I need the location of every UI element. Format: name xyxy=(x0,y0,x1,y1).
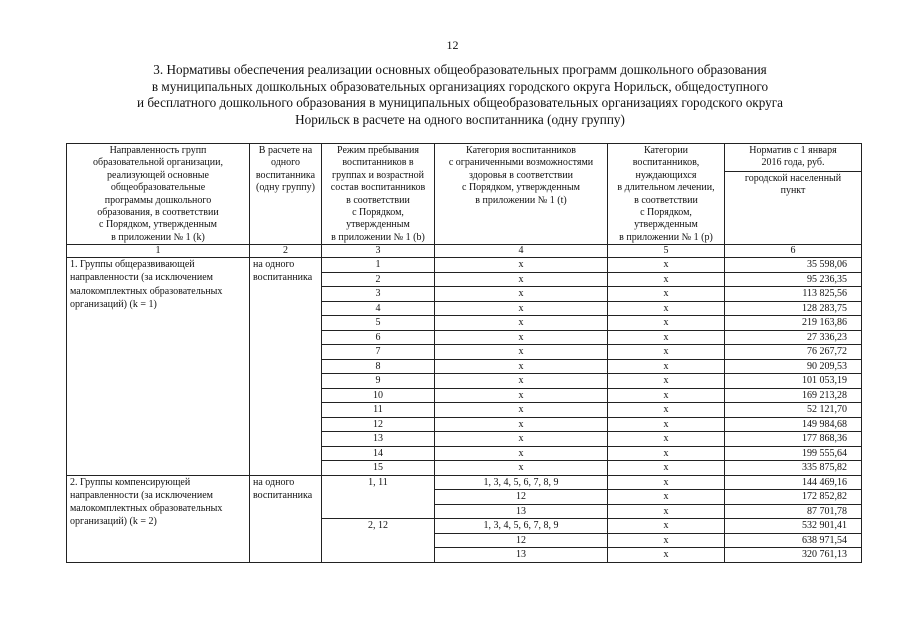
header-text-line: с Порядком, xyxy=(352,207,404,219)
treatment-category-cell: х xyxy=(608,504,725,519)
stay-mode-cell: 9 xyxy=(322,374,435,389)
stay-mode-cell: 11 xyxy=(322,403,435,418)
col-number: 6 xyxy=(725,245,862,258)
header-text-line: Направленность групп xyxy=(109,145,207,156)
health-category-cell: х xyxy=(435,316,608,331)
norm-value-cell: 638 971,54 xyxy=(725,533,862,548)
header-text-line: в соответствии xyxy=(634,194,698,206)
group-direction-line: 2. Группы компенсирующей xyxy=(70,476,191,488)
header-text-line: нуждающихся xyxy=(635,169,697,181)
treatment-category-cell: х xyxy=(608,258,725,273)
norms-table xyxy=(66,143,862,563)
header-text-line: (одну группу) xyxy=(256,182,315,194)
treatment-category-cell: х xyxy=(608,403,725,418)
norm-value-cell: 101 053,19 xyxy=(725,374,862,389)
title-line: и бесплатного дошкольного образования в муниципальных общеобразовательных организациях городского округа xyxy=(137,95,783,110)
norm-value-cell: 95 236,35 xyxy=(725,272,862,287)
health-category-cell: х xyxy=(435,403,608,418)
col-number: 3 xyxy=(322,245,435,258)
treatment-category-cell: х xyxy=(608,316,725,331)
stay-mode-cell: 10 xyxy=(322,388,435,403)
group-direction-line: организаций) (k = 1) xyxy=(70,298,157,310)
header-text-line: Режим пребывания xyxy=(337,145,419,156)
header-text-line: городской населенный xyxy=(744,172,842,184)
header-text-line: с ограниченными возможностями xyxy=(448,157,594,169)
treatment-category-cell: х xyxy=(608,388,725,403)
treatment-category-cell: х xyxy=(608,345,725,360)
norm-value-cell: 144 469,16 xyxy=(725,475,862,490)
health-category-cell: х xyxy=(435,461,608,476)
stay-mode-cell: 1 xyxy=(322,258,435,273)
group-direction-line: направленности (за исключением xyxy=(70,272,213,284)
header-text-line: общеобразовательные xyxy=(110,182,206,194)
per-pupil-line: на одного xyxy=(253,476,295,488)
norm-value-cell: 27 336,23 xyxy=(725,330,862,345)
header-text-line: в приложении № 1 (p) xyxy=(619,231,713,243)
norm-value-cell: 149 984,68 xyxy=(725,417,862,432)
title-line: Норильск в расчете на одного воспитанника (одну группу) xyxy=(295,111,625,127)
header-text-line: состав воспитанников xyxy=(330,182,426,194)
health-category-cell: х xyxy=(435,345,608,360)
stay-mode-cell: 8 xyxy=(322,359,435,374)
header-text-line: воспитанников в xyxy=(342,157,414,169)
health-category-cell: х xyxy=(435,359,608,374)
group-direction-line: 1. Группы общеразвивающей xyxy=(70,259,195,271)
header-text-line: в приложении № 1 (k) xyxy=(111,231,205,243)
per-pupil-line: на одного xyxy=(253,259,295,271)
header-text-line: утвержденным xyxy=(634,219,698,231)
norm-value-cell: 172 852,82 xyxy=(725,490,862,505)
treatment-category-cell: х xyxy=(608,548,725,563)
treatment-category-cell: х xyxy=(608,359,725,374)
title-line: в муниципальных дошкольных образовательных организациях городского округа Норильск, общедоступного xyxy=(151,78,769,94)
stay-mode-cell: 12 xyxy=(322,417,435,432)
header-text-line: утвержденным xyxy=(346,219,410,231)
group-direction-line: малокомплектных образовательных xyxy=(70,503,223,515)
norm-value-cell: 177 868,36 xyxy=(725,432,862,447)
norm-value-cell: 87 701,78 xyxy=(725,504,862,519)
header-text-line: с Порядком, утвержденным xyxy=(99,219,217,231)
stay-mode-cell: 1, 11 xyxy=(322,475,435,519)
health-category-cell: х xyxy=(435,374,608,389)
header-text-line: воспитанников, xyxy=(632,157,700,169)
page-number: 12 xyxy=(446,38,459,52)
norm-value-cell: 219 163,86 xyxy=(725,316,862,331)
health-category-cell: 1, 3, 4, 5, 6, 7, 8, 9 xyxy=(435,475,608,490)
stay-mode-cell: 7 xyxy=(322,345,435,360)
stay-mode-cell: 4 xyxy=(322,301,435,316)
stay-mode-cell: 15 xyxy=(322,461,435,476)
header-text-line: с Порядком, утвержденным xyxy=(462,182,580,194)
header-text-line: здоровья в соответствии xyxy=(469,169,573,181)
header-text-line: одного xyxy=(270,157,300,169)
norm-value-cell: 128 283,75 xyxy=(725,301,862,316)
per-pupil-cell xyxy=(250,475,322,562)
health-category-cell: х xyxy=(435,446,608,461)
norm-value-cell: 169 213,28 xyxy=(725,388,862,403)
norm-value-cell: 76 267,72 xyxy=(725,345,862,360)
treatment-category-cell: х xyxy=(608,301,725,316)
health-category-cell: 13 xyxy=(435,548,608,563)
norm-value-cell: 52 121,70 xyxy=(725,403,862,418)
table-row xyxy=(67,258,862,273)
col-number: 4 xyxy=(435,245,608,258)
stay-mode-cell: 6 xyxy=(322,330,435,345)
stay-mode-cell: 14 xyxy=(322,446,435,461)
header-text-line: Категория воспитанников xyxy=(466,145,576,156)
norm-value-cell: 35 598,06 xyxy=(725,258,862,273)
header-text-line: образования, в соответствии xyxy=(97,207,219,219)
health-category-cell: 12 xyxy=(435,490,608,505)
header-text-line: воспитанника xyxy=(255,169,316,181)
col-number: 1 xyxy=(67,245,250,258)
header-per-pupil xyxy=(250,144,322,245)
health-category-cell: х xyxy=(435,330,608,345)
health-category-cell: х xyxy=(435,272,608,287)
treatment-category-cell: х xyxy=(608,272,725,287)
group-direction-cell xyxy=(67,475,250,562)
header-text-line: группах и возрастной xyxy=(331,169,425,181)
header-text-line: Норматив с 1 января xyxy=(749,145,837,156)
header-text-line: реализующей основные xyxy=(107,169,209,181)
header-text-line: в длительном лечении, xyxy=(617,182,715,194)
treatment-category-cell: х xyxy=(608,287,725,302)
health-category-cell: х xyxy=(435,417,608,432)
table-row xyxy=(67,475,862,490)
section-title xyxy=(100,62,820,128)
header-text-line: пункт xyxy=(780,185,806,197)
norm-value-cell: 532 901,41 xyxy=(725,519,862,534)
group-direction-cell xyxy=(67,258,250,476)
group-direction-line: направленности (за исключением xyxy=(70,489,213,501)
header-stay-mode xyxy=(322,144,435,245)
header-text-line: 2016 года, руб. xyxy=(761,157,825,169)
header-text-line: Категории xyxy=(643,145,689,156)
header-text-line: В расчете на xyxy=(258,145,313,156)
norm-value-cell: 320 761,13 xyxy=(725,548,862,563)
treatment-category-cell: х xyxy=(608,461,725,476)
header-direction xyxy=(67,144,250,245)
health-category-cell: х xyxy=(435,258,608,273)
treatment-category-cell: х xyxy=(608,432,725,447)
per-pupil-line: воспитанника xyxy=(253,489,313,501)
header-health-category xyxy=(435,144,608,245)
health-category-cell: х xyxy=(435,287,608,302)
title-line: 3. Нормативы обеспечения реализации основных общеобразовательных программ дошкольного образования xyxy=(153,62,767,77)
header-text-line: программы дошкольного xyxy=(104,194,212,206)
treatment-category-cell: х xyxy=(608,533,725,548)
treatment-category-cell: х xyxy=(608,475,725,490)
col-number: 5 xyxy=(608,245,725,258)
norm-value-cell: 335 875,82 xyxy=(725,461,862,476)
header-text-line: в соответствии xyxy=(346,194,410,206)
health-category-cell: х xyxy=(435,388,608,403)
stay-mode-cell: 5 xyxy=(322,316,435,331)
norm-value-cell: 113 825,56 xyxy=(725,287,862,302)
health-category-cell: 12 xyxy=(435,533,608,548)
stay-mode-cell: 2 xyxy=(322,272,435,287)
norm-value-cell: 90 209,53 xyxy=(725,359,862,374)
per-pupil-cell xyxy=(250,258,322,476)
table-header-row xyxy=(67,144,862,245)
norm-value-cell: 199 555,64 xyxy=(725,446,862,461)
column-number-row xyxy=(67,245,862,258)
health-category-cell: 13 xyxy=(435,504,608,519)
header-treatment-category xyxy=(608,144,725,245)
treatment-category-cell: х xyxy=(608,417,725,432)
health-category-cell: х xyxy=(435,301,608,316)
group-direction-line: малокомплектных образовательных xyxy=(70,285,223,297)
treatment-category-cell: х xyxy=(608,446,725,461)
treatment-category-cell: х xyxy=(608,330,725,345)
health-category-cell: х xyxy=(435,432,608,447)
header-text-line: в приложении № 1 (b) xyxy=(331,231,425,243)
table-body xyxy=(67,258,862,563)
stay-mode-cell: 2, 12 xyxy=(322,519,435,563)
per-pupil-line: воспитанника xyxy=(253,272,313,284)
group-direction-line: организаций) (k = 2) xyxy=(70,516,157,528)
col-number: 2 xyxy=(250,245,322,258)
header-text-line: с Порядком, xyxy=(640,207,692,219)
treatment-category-cell: х xyxy=(608,519,725,534)
stay-mode-cell: 3 xyxy=(322,287,435,302)
header-text-line: в приложении № 1 (t) xyxy=(475,194,567,206)
health-category-cell: 1, 3, 4, 5, 6, 7, 8, 9 xyxy=(435,519,608,534)
header-text-line: образовательной организации, xyxy=(93,157,223,169)
header-norm xyxy=(725,144,862,245)
treatment-category-cell: х xyxy=(608,374,725,389)
stay-mode-cell: 13 xyxy=(322,432,435,447)
treatment-category-cell: х xyxy=(608,490,725,505)
